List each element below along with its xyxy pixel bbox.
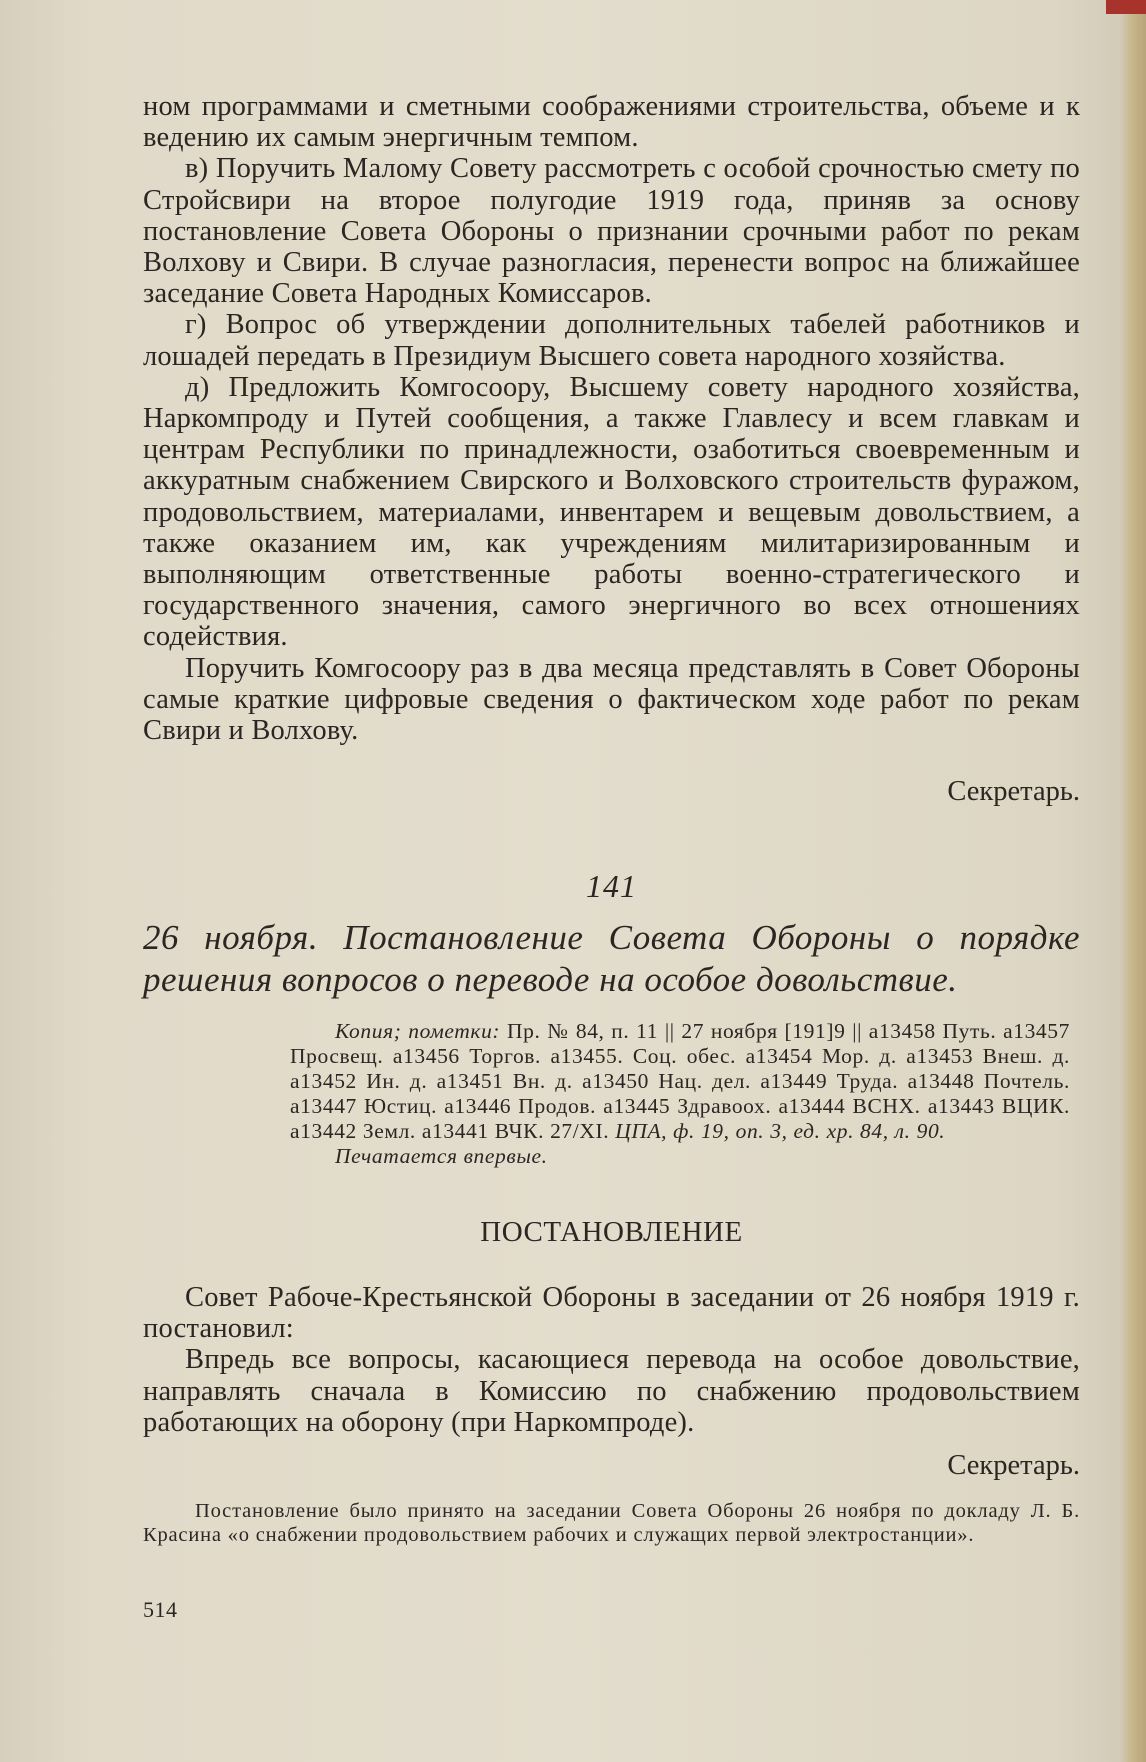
- resolution-body: [143, 1282, 1080, 1438]
- source-text: Пр. № 84, п. 11 || 27 ноября [191]9 || а13458 Путь. а13457 Просвещ. а13456 Торгов. а13455. Соц. обес. а13454 Мор. д. а13453 Внеш. д. а13452 Ин. д. а13451 Вн. д. а13450 Нац. дел. а13449 Труда. а13448 Почтель. а13447 Юстиц. а13446 Продов. а13445 Здравоох. а13444 ВСНХ. а13443 ВЦИК. а13442 Земл. а13441 ВЧК. 27/XI.: [290, 1019, 1070, 1143]
- source-label: Копия; пометки:: [335, 1019, 501, 1043]
- continued-text: [143, 91, 1080, 746]
- paragraph-v: в) Поручить Малому Совету рассмотреть с особой срочностью смету по Стройсвири на второе полугодие 1919 года, приняв за основу постановление Совета Обороны о признании срочными работ по рекам Волхову и Свири. В случае разногласия, перенести вопрос на ближайшее заседание Совета Народных Комиссаров.: [143, 153, 1080, 310]
- signature-bottom: Секретарь.: [947, 1450, 1080, 1481]
- bookmark-edge: [1106, 0, 1146, 14]
- resolution-paragraph-1: Совет Рабоче-Крестьянской Обороны в заседании от 26 ноября 1919 г. постановил:: [143, 1282, 1080, 1345]
- footnote: [143, 1500, 1080, 1547]
- source-archive: ЦПА, ф. 19, оп. 3, ед. хр. 84, л. 90.: [615, 1119, 946, 1143]
- signature-top: Секретарь.: [947, 776, 1080, 807]
- resolution-paragraph-2: Впредь все вопросы, касающиеся перевода на особое довольствие, направлять сначала в Комиссию по снабжению продовольствием работающих на оборону (при Наркомпроде).: [143, 1344, 1080, 1438]
- page-edge: [1120, 0, 1146, 1762]
- footnote-text: Постановление было принято на заседании Совета Обороны 26 ноября по докладу Л. Б. Красина «о снабжении продовольствием рабочих и служащих первой электростанции».: [143, 1500, 1080, 1546]
- document-title: 26 ноября. Постановление Совета Обороны о порядке решения вопросов о переводе на особое довольствие.: [143, 918, 1080, 999]
- resolution-heading: ПОСТАНОВЛЕНИЕ: [480, 1216, 743, 1248]
- page-number: 514: [143, 1597, 178, 1622]
- paragraph-d: д) Предложить Комгосоору, Высшему совету народного хозяйства, Наркомпроду и Путей сообщения, а также Главлесу и всем главкам и центрам Республики по принадлежности, озаботиться своевременным и аккуратным снабжением Свирского и Волховского строительств фуражом, продовольствием, материалами, инвентарем и вещевым довольствием, а также оказанием им, как учреждениям милитаризированным и выполняющим ответственные работы военно-стратегического и государственного значения, самого энергичного во всех отношениях содействия.: [143, 371, 1080, 653]
- document-number: 141: [586, 868, 637, 904]
- printed-note: Печатается впервые.: [335, 1144, 548, 1168]
- paragraph-last: Поручить Комгосоору раз в два месяца представлять в Совет Обороны самые краткие цифровые сведения о фактическом ходе работ по рекам Свири и Волхову.: [143, 652, 1080, 747]
- paragraph-continuation: ном программами и сметными соображениями строительства, объеме и к ведению их самым энергичным темпом.: [143, 91, 1080, 154]
- source-note: [290, 1019, 1070, 1169]
- paragraph-g: г) Вопрос об утверждении дополнительных табелей работников и лошадей передать в Президиум Высшего совета народного хозяйства.: [143, 309, 1080, 372]
